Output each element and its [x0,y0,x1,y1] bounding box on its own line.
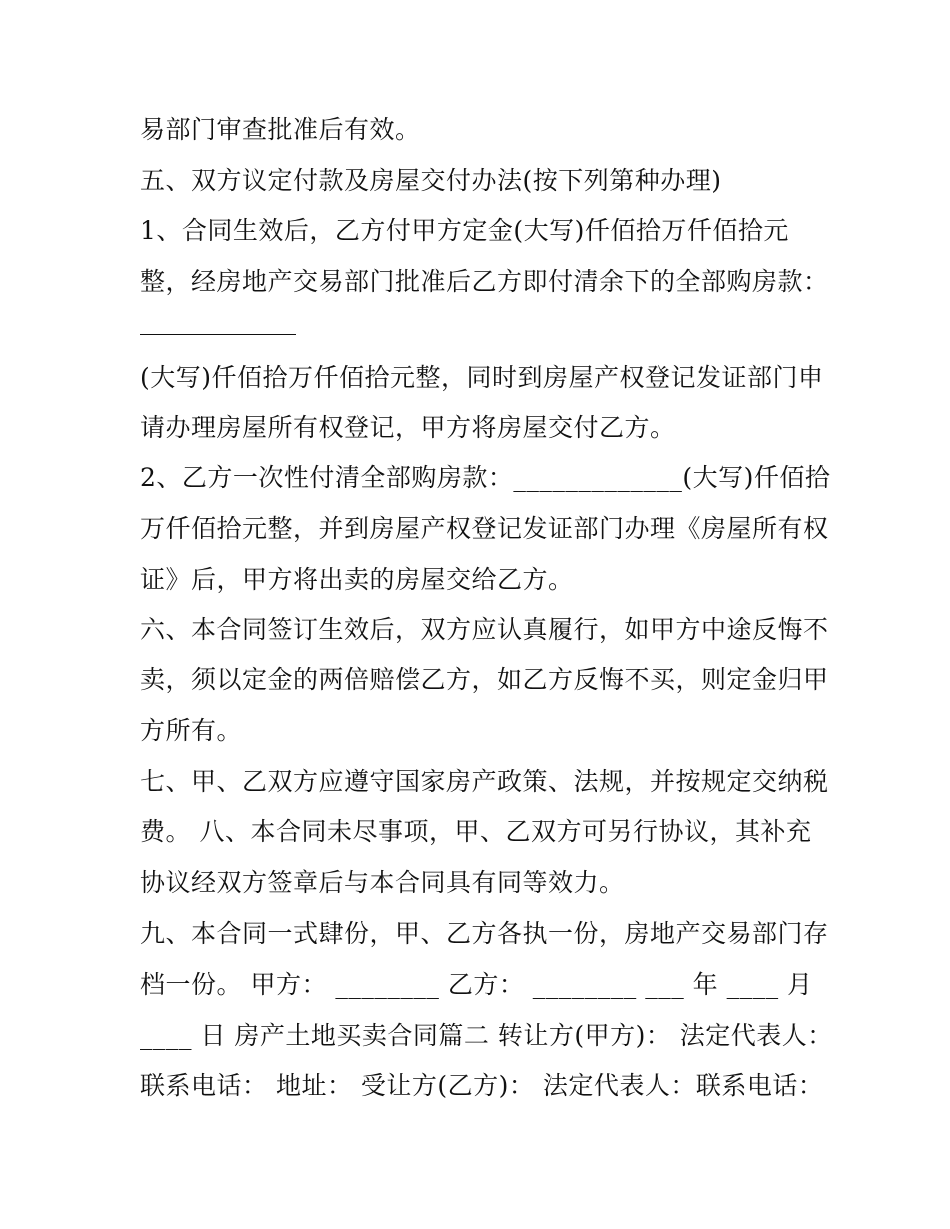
text-line: (大写)仟佰拾万仟佰拾元整，同时到房屋产权登记发证部门申 [140,363,824,392]
section-five-heading: 五、双方议定付款及房屋交付办法(按下列第种办理) [140,166,722,195]
section-nine-text: 九、本合同一式肆份，甲、乙方各执一份，房地产交易部门存 [140,919,829,948]
section-six-text: 六、本合同签订生效后，双方应认真履行，如甲方中途反悔不 [140,615,829,644]
text-line: 易部门审查批准后有效。 [140,115,421,144]
text-line: 2、乙方一次性付清全部购房款：_____________(大写)仟佰拾 [140,463,831,492]
text-line: 请办理房屋所有权登记，甲方将房屋交付乙方。 [140,413,676,442]
text-line: 方所有。 [140,716,243,745]
text-line: 证》后，甲方将出卖的房屋交给乙方。 [140,565,574,594]
text-line: 联系电话： 地址： 受让方(乙方)： 法定代表人：联系电话： [140,1071,824,1100]
section-seven-text: 七、甲、乙双方应遵守国家房产政策、法规，并按规定交纳税 [140,767,829,796]
text-line: 万仟佰拾元整，并到房屋产权登记发证部门办理《房屋所有权 [140,514,829,543]
signature-line: 档一份。 甲方： ________ 乙方： ________ ___ 年 ____ 月 [140,970,813,999]
blank-fill-line [140,334,296,335]
text-line: ____ 日 房产土地买卖合同篇二 转让方(甲方)： 法定代表人： [140,1021,833,1050]
text-line: 协议经双方签章后与本合同具有同等效力。 [140,868,625,897]
text-line: 整，经房地产交易部门批准后乙方即付清余下的全部购房款： [140,267,829,296]
section-eight-text: 费。 八、本合同未尽事项，甲、乙双方可另行协议，其补充 [140,817,812,846]
text-line: 卖，须以定金的两倍赔偿乙方，如乙方反悔不买，则定金归甲 [140,665,829,694]
text-line: 1、合同生效后，乙方付甲方定金(大写)仟佰拾万仟佰拾元 [140,216,789,245]
